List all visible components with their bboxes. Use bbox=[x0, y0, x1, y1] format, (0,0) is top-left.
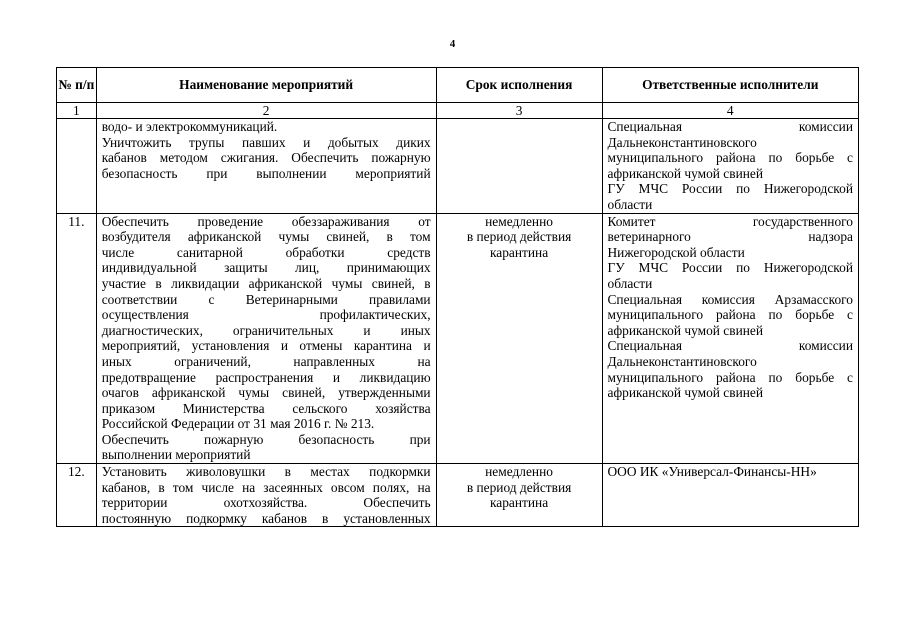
event-responsible-cell bbox=[602, 213, 859, 464]
event-term-cell-line: немедленно bbox=[485, 213, 553, 229]
event-responsible-cell-line: ГУ МЧС России по Нижегородской bbox=[607, 181, 853, 197]
column-numbers-row bbox=[57, 103, 859, 119]
event-name-cell-line: постоянную подкормку кабанов в установленных bbox=[101, 510, 431, 526]
table-header-row bbox=[57, 68, 859, 103]
event-name-cell-line: диагностических, ограничительных и иных bbox=[101, 322, 431, 338]
event-name-cell-line: выполнении мероприятий bbox=[101, 447, 251, 463]
event-responsible-cell bbox=[602, 119, 859, 214]
table-body bbox=[57, 119, 859, 527]
event-term-cell bbox=[436, 464, 602, 527]
event-name-cell bbox=[96, 464, 436, 527]
event-name-cell-line: Уничтожить трупы павших и добытых диких bbox=[101, 134, 431, 150]
event-term-cell bbox=[436, 119, 602, 214]
event-name-cell-line: предотвращение распространения и ликвидацию bbox=[101, 369, 431, 385]
row-number: 12. bbox=[57, 464, 97, 527]
event-responsible-cell-line: ГУ МЧС России по Нижегородской bbox=[607, 260, 853, 276]
event-term-cell-line: карантина bbox=[489, 244, 549, 260]
table-row bbox=[57, 119, 859, 214]
column-number: 1 bbox=[57, 103, 97, 119]
event-responsible-cell-line: Дальнеконстантиновского bbox=[607, 134, 757, 150]
event-name-cell-line: возбудителя африканской чумы свиней, в том bbox=[101, 229, 431, 245]
event-responsible-cell-line: муниципального района по борьбе с bbox=[607, 150, 853, 166]
event-responsible-cell-line: муниципального района по борьбе с bbox=[607, 307, 853, 323]
event-responsible-cell-line: ООО ИК «Универсал-Финансы-НН» bbox=[607, 464, 817, 480]
event-responsible-cell-line: Дальнеконстантиновского bbox=[607, 353, 757, 369]
event-responsible-cell-line: африканской чумой свиней bbox=[607, 385, 764, 401]
event-term-cell bbox=[436, 213, 602, 464]
event-name-cell-line: кабанов, в том числе на засеянных овсом полях, на bbox=[101, 479, 431, 495]
row-number: 11. bbox=[57, 213, 97, 464]
event-responsible-cell-line: африканской чумой свиней bbox=[607, 322, 764, 338]
header-resp: Ответственные исполнители bbox=[602, 68, 859, 103]
event-name-cell-line: Обеспечить пожарную безопасность при bbox=[101, 431, 431, 447]
event-name-cell-line: соответствии с Ветеринарными правилами bbox=[101, 291, 431, 307]
event-responsible-cell-line: Специальная комиссии bbox=[607, 338, 853, 354]
event-name-cell-line: территории охотхозяйства. Обеспечить bbox=[101, 495, 431, 511]
event-responsible-cell-line: области bbox=[607, 196, 653, 212]
event-responsible-cell-line: ветеринарного надзора bbox=[607, 229, 853, 245]
event-term-cell-line: карантина bbox=[489, 495, 549, 511]
event-term-cell-line: немедленно bbox=[485, 464, 553, 480]
events-table bbox=[56, 67, 859, 527]
event-name-cell-line: приказом Министерства сельского хозяйства bbox=[101, 400, 431, 416]
event-responsible-cell-line: Специальная комиссии bbox=[607, 119, 853, 134]
event-name-cell-line: водо- и электрокоммуникаций. bbox=[101, 119, 278, 134]
event-responsible-cell-line: области bbox=[607, 275, 653, 291]
event-responsible-cell bbox=[602, 464, 859, 527]
event-name-cell-line: Обеспечить проведение обеззараживания от bbox=[101, 213, 431, 229]
event-term-cell-line: в период действия bbox=[466, 479, 572, 495]
event-term-cell-line: в период действия bbox=[466, 229, 572, 245]
event-responsible-cell-line: африканской чумой свиней bbox=[607, 165, 764, 181]
event-responsible-cell-line: Специальная комиссия Арзамасского bbox=[607, 291, 853, 307]
header-term: Срок исполнения bbox=[436, 68, 602, 103]
event-name-cell-line: индивидуальной защиты лиц, принимающих bbox=[101, 260, 431, 276]
column-number: 4 bbox=[602, 103, 859, 119]
event-name-cell-line: осуществления профилактических, bbox=[101, 307, 431, 323]
event-name-cell-line: безопасность при выполнении мероприятий bbox=[101, 165, 431, 181]
event-name-cell-line: мероприятий, установления и отмены карантина и bbox=[101, 338, 431, 354]
event-name-cell-line: Российской Федерации от 31 мая 2016 г. № 213. bbox=[101, 416, 375, 432]
event-name-cell-line: очагов африканской чумы свиней, утвержденными bbox=[101, 385, 431, 401]
page-number: 4 bbox=[449, 38, 456, 50]
header-num: № п/п bbox=[57, 68, 97, 103]
event-responsible-cell-line: Комитет государственного bbox=[607, 213, 853, 229]
column-number: 3 bbox=[436, 103, 602, 119]
event-name-cell-line: участие в ликвидации африканской чумы свиней, в bbox=[101, 275, 431, 291]
event-name-cell bbox=[96, 213, 436, 464]
event-name-cell bbox=[96, 119, 436, 214]
table-row bbox=[57, 213, 859, 464]
event-responsible-cell-line: муниципального района по борьбе с bbox=[607, 369, 853, 385]
header-name: Наименование мероприятий bbox=[96, 68, 436, 103]
row-number bbox=[57, 119, 97, 214]
event-name-cell-line: числе санитарной обработки средств bbox=[101, 244, 431, 260]
event-name-cell-line: Установить живоловушки в местах подкормки bbox=[101, 464, 431, 480]
event-name-cell-line: иных ограничений, направленных на bbox=[101, 353, 431, 369]
table-row bbox=[57, 464, 859, 527]
event-name-cell-line: кабанов методом сжигания. Обеспечить пожарную bbox=[101, 150, 431, 166]
column-number: 2 bbox=[96, 103, 436, 119]
event-responsible-cell-line: Нижегородской области bbox=[607, 244, 745, 260]
